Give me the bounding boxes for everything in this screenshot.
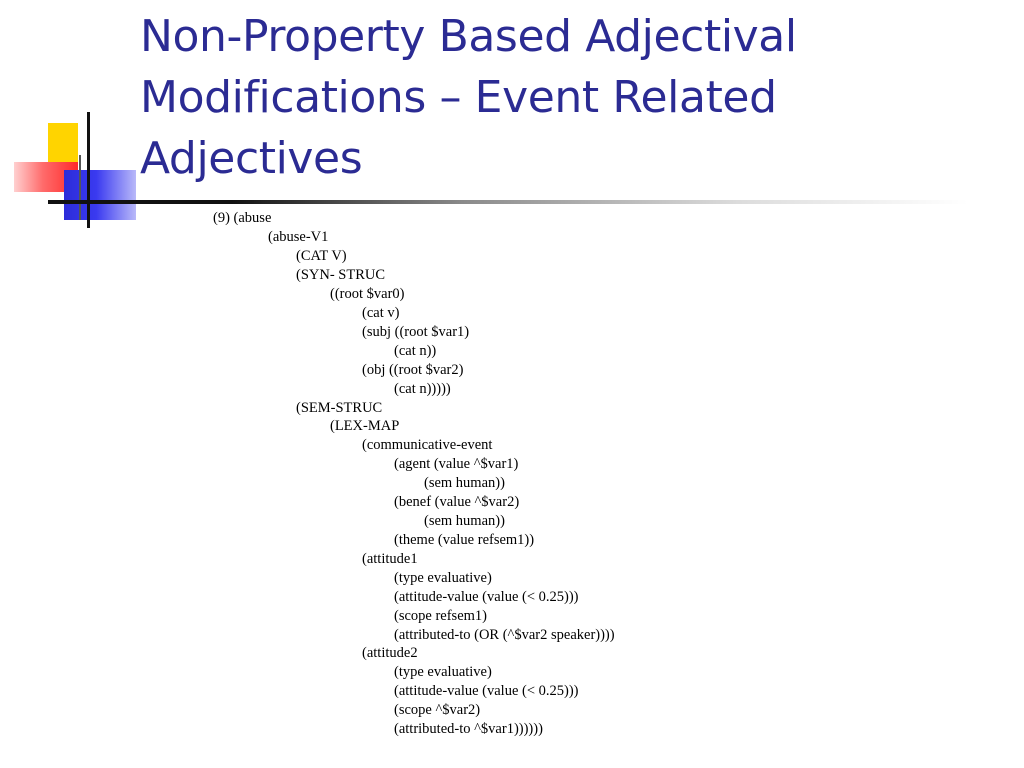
code-line: (cat v) — [362, 305, 400, 321]
code-line: (benef (value ^$var2) — [394, 494, 520, 510]
code-line: (type evaluative) — [394, 570, 492, 586]
code-line: (communicative-event — [362, 437, 493, 453]
slide-title: Non-Property Based Adjectival Modifications – Event Related Adjectives — [140, 11, 797, 184]
code-line: (attitude1 — [362, 551, 418, 567]
code-line: (sem human)) — [424, 513, 505, 529]
code-line: (LEX-MAP — [330, 418, 400, 434]
code-line: (attitude-value (value (< 0.25))) — [394, 683, 579, 699]
code-line: (obj ((root $var2) — [362, 362, 464, 378]
code-line: (scope refsem1) — [394, 608, 487, 624]
code-line: (attitude2 — [362, 645, 418, 661]
code-line: (attributed-to (OR (^$var2 speaker)))) — [394, 627, 615, 643]
code-line: (cat n)) — [394, 343, 437, 359]
code-line: (9) (abuse — [213, 210, 272, 226]
code-line: (cat n))))) — [394, 381, 451, 397]
code-line: (SYN- STRUC — [296, 267, 386, 283]
code-line: (CAT V) — [296, 248, 347, 264]
code-line: (attitude-value (value (< 0.25))) — [394, 589, 579, 605]
code-line: (theme (value refsem1)) — [394, 532, 535, 548]
code-line: (abuse-V1 — [268, 229, 329, 245]
code-line: (sem human)) — [424, 475, 505, 491]
code-line: (SEM-STRUC — [296, 400, 383, 416]
code-line: (type evaluative) — [394, 664, 492, 680]
code-line: (agent (value ^$var1) — [394, 456, 519, 472]
code-line: (attributed-to ^$var1)))))) — [394, 721, 543, 737]
code-line: ((root $var0) — [330, 286, 405, 302]
code-line: (scope ^$var2) — [394, 702, 481, 718]
code-line: (subj ((root $var1) — [362, 324, 470, 340]
